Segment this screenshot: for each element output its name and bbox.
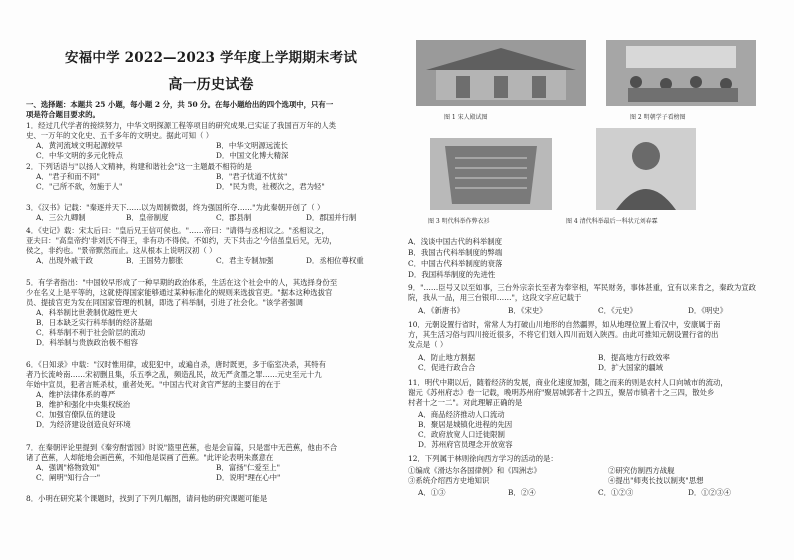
- q5-stem-line-1: 5．有学者指出："中国较早形成了一种早期的政治体系，生活在这个社会中的人，其选择身份至: [26, 278, 338, 287]
- q4-stem-line-2: 亚夫曰："高皇帝约'非刘氏不得王，非有功不得侯。不如约，天下共击之'今信虽皇后兄，无功，: [26, 236, 337, 245]
- q4-option-b: B．王国势力膨胀: [126, 256, 184, 265]
- q12-stem: 12．下列属于林则徐向西方学习的活动的是：: [408, 454, 558, 463]
- q7-stem-line-2: 诸了芭蕉，人却能地会画芭蕉，不知他是误画了芭蕉。"此评论表明朱熹意在: [26, 453, 274, 462]
- q1-stem-line-2: 史、一万年的文化史、五千多年的文明史。据此可知（ ）: [26, 131, 214, 140]
- q9-option-b: B．《宋史》: [508, 306, 547, 315]
- q3-option-a: A．三公九卿制: [36, 213, 86, 222]
- q8-option-b: B．我国古代科举制度的弊端: [408, 248, 503, 257]
- q4-stem-line-1: 4．《史记》载：宋太后曰："皇后兄王信可侯也。"……帝曰："请得与丞相议之。"丞相议之，: [26, 226, 329, 235]
- q11-option-b: B．聚居是城镇化进程的先因: [418, 420, 513, 429]
- q4-stem-line-3: 侯之，非约也。"景帝默然而止。这从根本上说明汉初（ ）: [26, 246, 217, 255]
- q12-option-c: C．①②③: [598, 488, 634, 497]
- q2-option-c: C．"己所不欲，勿施于人": [36, 182, 123, 191]
- q9-stem-line-2: 院，我从一品，用三台银印……"，这段文字应记载于: [408, 293, 582, 302]
- q7-option-d: D．说明"理在心中": [216, 473, 281, 482]
- figure-4-image: [596, 128, 696, 210]
- q2-option-d: D．"民为贵，社稷次之，君为轻": [216, 182, 325, 191]
- q11-option-d: D．苏州府官员理念开放宽容: [418, 440, 513, 449]
- q10-option-b: B．提高地方行政效率: [598, 353, 670, 362]
- q9-option-a: A．《新唐书》: [418, 306, 464, 315]
- q3-option-b: B．皇帝制度: [126, 213, 169, 222]
- q7-option-c: C．阐明"知行合一": [36, 473, 101, 482]
- q1-option-c: C．中华文明的多元化特点: [36, 151, 123, 160]
- q12-item-4: ④提出"师夷长技以制夷"思想: [608, 476, 704, 485]
- q5-stem-line-2: 少在名义上是平等的，这就使得国家能够通过某种标准化的规则来选拔官吏。"据本这种选拔官: [26, 288, 333, 297]
- q8-stem: 8．小明在研究某个课题时，找到了下列几幅图，请问他的研究课题可能是: [26, 494, 268, 503]
- q4-option-d: D．丞相位尊权重: [306, 256, 364, 265]
- q9-option-d: D．《明史》: [688, 306, 728, 315]
- section-heading-line-2: 项是符合题目要求的。: [26, 110, 100, 119]
- q5-option-a: A．科举制比世袭制优越性更大: [36, 308, 138, 317]
- exam-title: 安福中学 2022—2023 学年度上学期期末考试: [64, 50, 358, 66]
- q6-stem-line-3: 年始中宣员，犯者言赃杀杖，重者处死。"中国古代对贪官严惩的主要目的在于: [26, 380, 281, 389]
- q11-option-c: C．政府放宽人口迁徙限制: [418, 430, 505, 439]
- q2-option-a: A．"君子和而不同": [36, 172, 100, 181]
- figure-1-image: [416, 40, 586, 106]
- section-heading-line-1: 一、选择题：本题共 25 小题，每小题 2 分，共 50 分。在每小题给出的四个选项中，只有一: [26, 100, 334, 109]
- figure-1-caption: 图 1 宋人殿试图: [444, 114, 488, 121]
- q1-stem-line-1: 1．经过几代学者的接续努力，中华文明探源工程等项目的研究成果,已实证了我国百万年的人类: [26, 121, 337, 130]
- q5-option-d: D．科举制与贵族政治极不相容: [36, 338, 139, 347]
- q5-option-b: B．日本缺乏实行科举制的经济基础: [36, 318, 153, 327]
- q12-item-1: ①编成《滑达尔各国律例》和《四洲志》: [408, 466, 542, 475]
- q11-stem-line-3: 村者十之一二"。对此理解正确的是: [408, 398, 523, 407]
- q3-option-c: C．郡县制: [216, 213, 252, 222]
- q5-stem-line-3: 员、提拔官吏为发在同国家管理的机制，即选了科举制，引进了社会化。"该学者强调: [26, 298, 303, 307]
- q12-item-3: ③系统介绍西方史地知识: [408, 476, 490, 485]
- q3-stem: 3．《汉书》记载："秦逐并天下……以为周制微弱，终为强国所夺……"为此秦朝开创了（ ）: [26, 203, 325, 212]
- figure-2-image: [606, 40, 756, 106]
- q10-stem-line-2: 方，其生活习俗与四川接近很多，不将它们划入四川而划入陕西。由此可推知元朝设置行省的出: [408, 330, 719, 339]
- q6-option-b: B．维护和强化中央集权统治: [36, 400, 131, 409]
- figure-3-caption: 图 3 明代科举作弊衣衫: [428, 218, 490, 225]
- q8-option-a: A．浅谈中国古代的科举制度: [408, 237, 503, 246]
- q5-option-c: C．科举制不利于社会阶层的流动: [36, 328, 146, 337]
- q12-item-2: ②研究仿制西方战舰: [608, 466, 675, 475]
- q12-option-b: B．②④: [508, 488, 536, 497]
- q6-option-a: A．维护法律体系的尊严: [36, 390, 116, 399]
- q11-option-a: A．商品经济推动人口流动: [418, 410, 505, 419]
- palace-exam-scene-icon: [416, 40, 586, 106]
- figure-2-caption: 图 2 明朝学子看榜图: [630, 114, 686, 121]
- notice-board-crowd-icon: [606, 40, 756, 106]
- q6-option-d: D．为经济建设创造良好环境: [36, 420, 131, 429]
- q2-stem: 2．下列话语与"以扬人文精神，构建和谐社会"这一主题最不相符的是: [26, 162, 252, 171]
- q6-stem-line-2: 者乃长流岭南……宋初删且集，乐五季之乱，频造乱民，故无严贪墨之罪……元史至元十九: [26, 370, 322, 379]
- q7-option-b: B．富扬"仁爱至上": [216, 463, 280, 472]
- cheat-garment-icon: [430, 138, 552, 210]
- q2-option-b: B．"君子忧道不忧贫": [216, 172, 288, 181]
- q7-option-a: A．强调"格物致知": [36, 463, 100, 472]
- q12-option-a: A．①③: [418, 488, 446, 497]
- q10-option-d: D．扩大国家的疆域: [598, 363, 664, 372]
- q11-stem-line-1: 11．明代中期以后，随着经济的发展，商业化速度加强，随之而来的则是农村人口向城市的流动，: [408, 378, 728, 387]
- q12-option-d: D．①②③④: [688, 488, 731, 497]
- q1-option-d: D．中国文化博大精深: [216, 151, 289, 160]
- q10-option-a: A．防止地方割据: [418, 353, 476, 362]
- q10-option-c: C．促进行政合合: [418, 363, 476, 372]
- figure-4-caption: 图 4 清代科举最后一科状元刘春霖: [566, 218, 658, 225]
- q9-option-c: C．《元史》: [598, 306, 637, 315]
- q6-stem-line-1: 6．《日知录》中载："汉时惟用律，或犯犯中，或遍自杀，唐时既更，多于临室决杀，其特有: [26, 360, 327, 369]
- q6-option-c: C．加强官僚队伍的建设: [36, 410, 116, 419]
- q8-option-d: D．我国科举制度的先进性: [408, 270, 496, 279]
- scholar-portrait-icon: [596, 128, 696, 210]
- q9-stem-line-1: 9．"……臣号又以至如事，三台外宗亲长至者为奉宰相，军民财务，事体甚重，宜有以来肯之，秦政为宣政: [408, 283, 757, 292]
- figure-3-image: [430, 138, 552, 210]
- q10-stem-line-3: 发点是（ ）: [408, 340, 448, 349]
- q1-option-b: B．中华文明源远流长: [216, 141, 288, 150]
- q1-option-a: A．黄河流域文明起源较早: [36, 141, 123, 150]
- q3-option-d: D．郡国并行制: [306, 213, 357, 222]
- q4-option-c: C．君主专制加强: [216, 256, 274, 265]
- q11-stem-line-2: 谢元《苏州府志》卷一记载，晚明苏州府"聚居城郭者十之四五，聚居市镇者十之三四，散处乡: [408, 388, 715, 397]
- exam-subtitle: 高一历史试卷: [168, 77, 254, 93]
- q8-option-c: C．中国古代科举制度的衰落: [408, 259, 503, 268]
- q7-stem-line-1: 7．在秦朝评论里提到《秦穷酎雷园》时说"篮里芭蕉，也是会盲篇，只是雷中无芭蕉，他由不合: [26, 443, 338, 452]
- q10-stem-line-1: 10．元朝设置行省时，常常人为打破山川地形的自然疆界，如从地理位置上看汉中，安康属于南: [408, 320, 721, 329]
- q4-option-a: A．出现外戚干政: [36, 256, 94, 265]
